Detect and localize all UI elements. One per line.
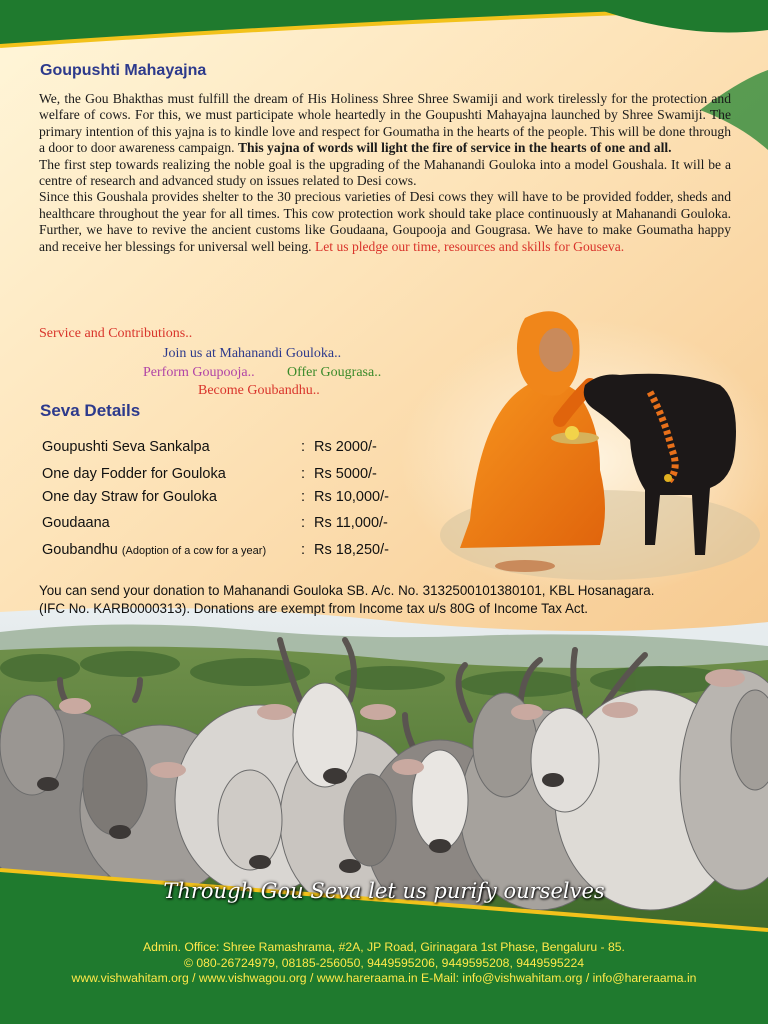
footer-address: Admin. Office: Shree Ramashrama, #2A, JP Road, Girinagara 1st Phase, Bengaluru - 85. xyxy=(143,940,625,954)
service-become-line: Become Goubandhu.. xyxy=(198,383,320,398)
service-title: Service and Contributions.. xyxy=(39,326,193,341)
donation-info xyxy=(39,582,739,618)
seva-row xyxy=(42,466,377,482)
seva-separator: : xyxy=(301,466,306,482)
donation-line: (IFC No. KARB0000313). Donations are exempt from Income tax u/s 80G of Income Tax Act. xyxy=(39,601,589,616)
seva-amount: Rs 10,000/- xyxy=(314,489,389,505)
seva-amount: Rs 18,250/- xyxy=(314,542,389,558)
paragraph-text: Since this Goushala provides shelter to the 30 precious varieties of Desi cows they will have to be provided fodder, sheds and healthcare throughout the year for all times. This cow protection work should take place continuously at Mahanandi Gouloka. Further, we have to revive the ancient customs like Goudaana, Goupooja and Gougrasa. We have to make Goumatha happy and receive her blessings for universal well being. xyxy=(39,189,731,254)
seva-note: (Adoption of a cow for a year) xyxy=(121,545,267,557)
seva-separator: : xyxy=(301,515,306,531)
service-offer-line: Offer Gougrasa.. xyxy=(287,365,382,380)
pledge-text: Let us pledge our time, resources and skills for Gouseva. xyxy=(314,238,625,254)
seva-label: One day Straw for Gouloka xyxy=(42,489,217,505)
tagline: Through Gou Seva let us purify ourselves xyxy=(163,879,605,903)
seva-label: Goudaana xyxy=(42,515,110,531)
article-title: Goupushti Mahayajna xyxy=(40,62,207,79)
donation-line: You can send your donation to Mahanandi Gouloka SB. A/c. No. 3132500101380101, KBL Hosanagara. xyxy=(39,583,655,598)
seva-row xyxy=(42,439,377,455)
seva-title: Seva Details xyxy=(40,401,141,420)
article-paragraph xyxy=(39,91,731,157)
article-body xyxy=(39,91,731,255)
article-paragraph: The first step towards realizing the noble goal is the upgrading of the Mahanandi Gouloka into a model Goushala. It will be a centre of research and advanced study on issues related to Desi cows. xyxy=(39,156,731,189)
seva-row xyxy=(42,489,389,505)
seva-label: Goupushti Seva Sankalpa xyxy=(42,439,210,455)
bold-statement: This yajna of words will light the fire of service in the hearts of one and all. xyxy=(237,140,672,156)
service-perform-line: Perform Goupooja.. xyxy=(143,365,255,380)
article-paragraph xyxy=(39,189,731,255)
footer-phones: © 080-26724979, 08185-256050, 9449595206, 9449595208, 9449595224 xyxy=(183,955,585,970)
seva-separator: : xyxy=(301,489,306,505)
seva-label: One day Fodder for Gouloka xyxy=(42,466,226,482)
seva-amount: Rs 5000/- xyxy=(314,466,377,482)
service-join-line: Join us at Mahanandi Gouloka.. xyxy=(163,346,342,361)
footer-contact xyxy=(0,940,768,987)
seva-row xyxy=(42,515,388,531)
seva-amount: Rs 2000/- xyxy=(314,439,377,455)
seva-separator: : xyxy=(301,542,306,558)
footer-web[interactable]: www.vishwahitam.org / www.vishwagou.org / www.hareraama.in E-Mail: info@vishwahitam.org / info@hareraama.in xyxy=(71,971,697,986)
seva-separator: : xyxy=(301,439,306,455)
paragraph-text: We, the Gou Bhakthas must fulfill the dream of His Holiness Shree Shree Swamiji and work tirelessly for the protection and welfare of cows. For this, we must participate whole heartedly in the Goupushti Mahayajna launched by Shree Swamiji. The primary intention of this yajna is to kindle love and respect for Goumatha in the hearts of the people. This will be done through a door to door awareness campaign. xyxy=(39,91,731,156)
seva-row xyxy=(42,542,389,558)
seva-amount: Rs 11,000/- xyxy=(314,515,388,531)
seva-label: Goubandhu xyxy=(42,542,122,558)
